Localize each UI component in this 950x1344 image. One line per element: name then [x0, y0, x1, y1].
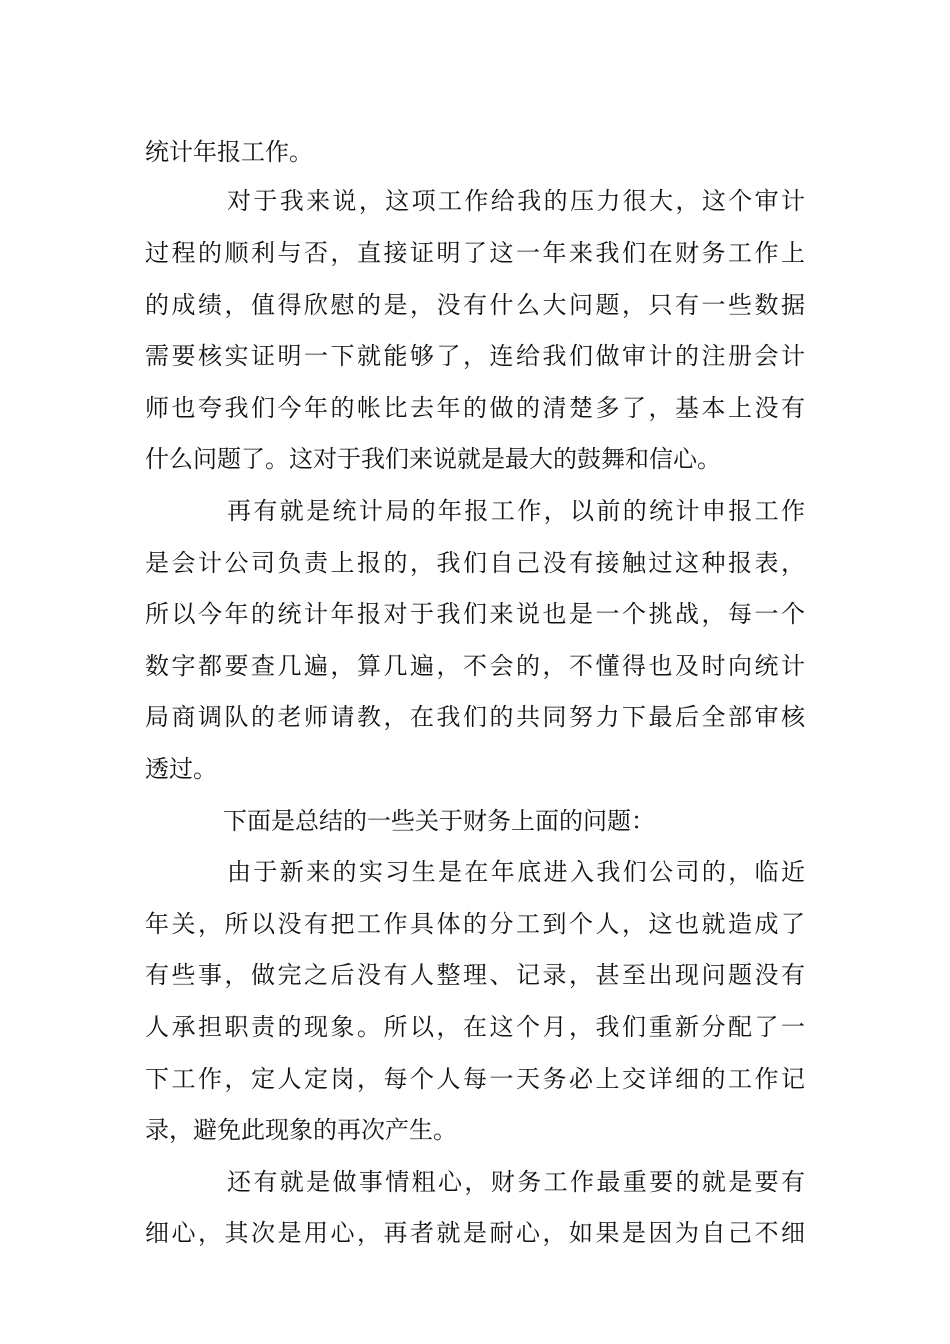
text-line: 什么问题了。这对于我们来说就是最大的鼓舞和信心。 [145, 445, 721, 473]
text-line: 有些事，做完之后没有人整理、记录，甚至出现问题没有 [145, 961, 805, 989]
text-line: 局商调队的老师请教，在我们的共同努力下最后全部审核 [145, 703, 805, 731]
text-line: 下工作，定人定岗，每个人每一天务必上交详细的工作记 [145, 1065, 805, 1093]
text-line: 统计年报工作。 [145, 138, 313, 166]
paragraph-start-line: 对于我来说，这项工作给我的压力很大，这个审计 [227, 187, 805, 215]
text-line: 所以今年的统计年报对于我们来说也是一个挑战，每一个 [145, 600, 805, 628]
text-line: 的成绩，值得欣慰的是，没有什么大问题，只有一些数据 [145, 291, 805, 319]
text-line: 数字都要查几遍，算几遍，不会的，不懂得也及时向统计 [145, 652, 805, 680]
text-line: 年关，所以没有把工作具体的分工到个人，这也就造成了 [145, 910, 805, 938]
paragraph-start-line: 还有就是做事情粗心，财务工作最重要的就是要有 [227, 1168, 805, 1196]
section-intro-line: 下面是总结的一些关于财务上面的问题： [223, 807, 655, 835]
text-line: 是会计公司负责上报的，我们自己没有接触过这种报表， [145, 549, 805, 577]
text-line: 过程的顺利与否，直接证明了这一年来我们在财务工作上 [145, 239, 805, 267]
text-line: 需要核实证明一下就能够了，连给我们做审计的注册会计 [145, 342, 805, 370]
text-line: 细心，其次是用心，再者就是耐心，如果是因为自己不细 [145, 1219, 805, 1247]
text-line: 人承担职责的现象。所以，在这个月，我们重新分配了一 [145, 1013, 805, 1041]
text-line: 录，避免此现象的再次产生。 [145, 1116, 457, 1144]
text-line: 透过。 [145, 755, 217, 783]
paragraph-start-line: 由于新来的实习生是在年底进入我们公司的，临近 [227, 858, 805, 886]
text-line: 师也夸我们今年的帐比去年的做的清楚多了，基本上没有 [145, 394, 805, 422]
paragraph-start-line: 再有就是统计局的年报工作，以前的统计申报工作 [227, 497, 805, 525]
